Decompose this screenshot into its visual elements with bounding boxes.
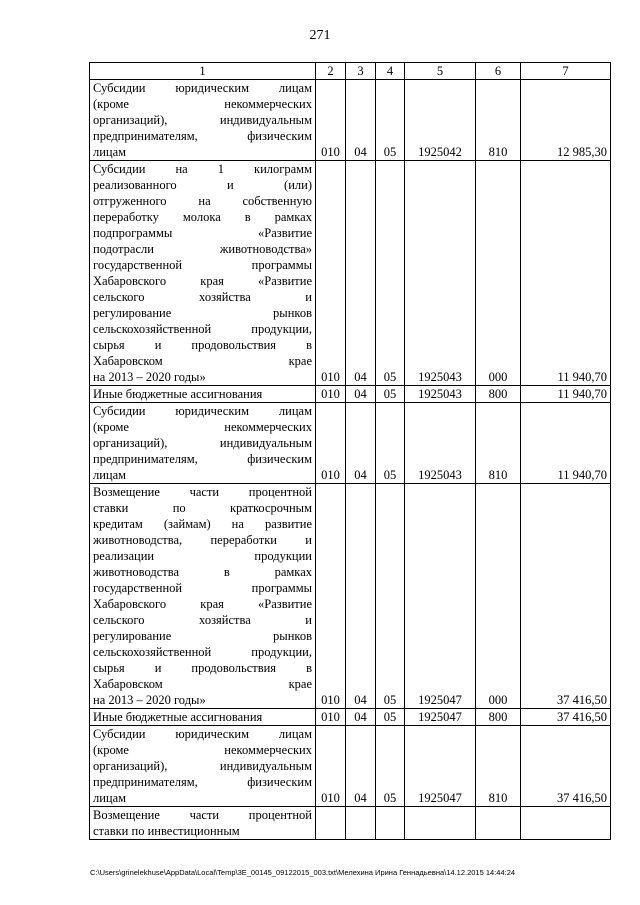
subsection-cell: 05 bbox=[376, 386, 405, 403]
description-line: организаций), индивидуальным bbox=[93, 759, 312, 773]
expense-type-cell: 810 bbox=[476, 80, 521, 161]
description-line: Субсидии юридическим лицам bbox=[93, 81, 312, 95]
subsection-cell: 05 bbox=[376, 709, 405, 726]
description-line: животноводства, переработки и bbox=[93, 533, 312, 547]
description-line: государственной программы bbox=[93, 581, 312, 595]
amount-cell: 37 416,50 bbox=[521, 709, 611, 726]
target-article-cell: 1925047 bbox=[405, 709, 476, 726]
description-line: предпринимателям, физическим bbox=[93, 452, 312, 466]
description-line: Возмещение части процентной bbox=[93, 808, 312, 822]
description-line: государственной программы bbox=[93, 258, 312, 272]
description-line: кредитам (займам) на развитие bbox=[93, 517, 312, 531]
target-article-cell: 1925042 bbox=[405, 80, 476, 161]
description-line: переработку молока в рамках bbox=[93, 210, 312, 224]
description-line: лицам bbox=[93, 791, 127, 805]
section-cell bbox=[346, 807, 376, 840]
ministry-code-cell: 010 bbox=[316, 709, 346, 726]
header-cell: 5 bbox=[405, 63, 476, 80]
amount-cell: 11 940,70 bbox=[521, 386, 611, 403]
subsection-cell: 05 bbox=[376, 80, 405, 161]
expense-type-cell: 810 bbox=[476, 403, 521, 484]
description-line: подотрасли животноводства» bbox=[93, 242, 312, 256]
description-line: Хабаровском крае bbox=[93, 354, 312, 368]
table-row bbox=[90, 403, 611, 484]
description-line: предпринимателям, физическим bbox=[93, 129, 312, 143]
description-line: отгруженного на собственную bbox=[93, 194, 312, 208]
subsection-cell: 05 bbox=[376, 726, 405, 807]
ministry-code-cell bbox=[316, 807, 346, 840]
description-line: Иные бюджетные ассигнования bbox=[93, 387, 263, 401]
table-row bbox=[90, 484, 611, 709]
description-line: организаций), индивидуальным bbox=[93, 113, 312, 127]
ministry-code-cell: 010 bbox=[316, 726, 346, 807]
subsection-cell bbox=[376, 807, 405, 840]
ministry-code-cell: 010 bbox=[316, 386, 346, 403]
header-cell: 4 bbox=[376, 63, 405, 80]
description-line: предпринимателям, физическим bbox=[93, 775, 312, 789]
target-article-cell bbox=[405, 807, 476, 840]
description-line: реализованного и (или) bbox=[93, 178, 312, 192]
section-cell: 04 bbox=[346, 161, 376, 386]
expense-type-cell: 800 bbox=[476, 386, 521, 403]
table-row bbox=[90, 726, 611, 807]
subsection-cell: 05 bbox=[376, 484, 405, 709]
description-line: регулирование рынков bbox=[93, 306, 312, 320]
section-cell: 04 bbox=[346, 403, 376, 484]
section-cell: 04 bbox=[346, 386, 376, 403]
description-line: животноводства в рамках bbox=[93, 565, 312, 579]
amount-cell bbox=[521, 807, 611, 840]
description-line: ставки по инвестиционным bbox=[93, 824, 240, 838]
section-cell: 04 bbox=[346, 80, 376, 161]
table-row bbox=[90, 80, 611, 161]
description-line: Субсидии на 1 килограмм bbox=[93, 162, 312, 176]
description-line: на 2013 – 2020 годы» bbox=[93, 370, 206, 384]
header-cell: 1 bbox=[90, 63, 316, 80]
table-row bbox=[90, 386, 611, 403]
description-line: Возмещение части процентной bbox=[93, 485, 312, 499]
section-cell: 04 bbox=[346, 726, 376, 807]
table-row bbox=[90, 807, 611, 840]
target-article-cell: 1925043 bbox=[405, 161, 476, 386]
description-line: Субсидии юридическим лицам bbox=[93, 404, 312, 418]
description-line: реализации продукции bbox=[93, 549, 312, 563]
description-line: ставки по краткосрочным bbox=[93, 501, 312, 515]
description-line: (кроме некоммерческих bbox=[93, 420, 312, 434]
row-description bbox=[90, 726, 316, 807]
description-line: сырья и продовольствия в bbox=[93, 661, 312, 675]
description-line: сельскохозяйственной продукции, bbox=[93, 645, 312, 659]
description-line: организаций), индивидуальным bbox=[93, 436, 312, 450]
header-cell: 7 bbox=[521, 63, 611, 80]
expense-type-cell: 810 bbox=[476, 726, 521, 807]
section-cell: 04 bbox=[346, 484, 376, 709]
description-line: лицам bbox=[93, 468, 127, 482]
expense-type-cell: 000 bbox=[476, 161, 521, 386]
expense-type-cell bbox=[476, 807, 521, 840]
row-description bbox=[90, 80, 316, 161]
row-description bbox=[90, 484, 316, 709]
amount-cell: 37 416,50 bbox=[521, 726, 611, 807]
description-line: (кроме некоммерческих bbox=[93, 743, 312, 757]
header-cell: 3 bbox=[346, 63, 376, 80]
description-line: регулирование рынков bbox=[93, 629, 312, 643]
ministry-code-cell: 010 bbox=[316, 403, 346, 484]
table-row bbox=[90, 161, 611, 386]
expense-type-cell: 000 bbox=[476, 484, 521, 709]
description-line: подпрограммы «Развитие bbox=[93, 226, 312, 240]
amount-cell: 11 940,70 bbox=[521, 161, 611, 386]
header-cell: 2 bbox=[316, 63, 346, 80]
target-article-cell: 1925043 bbox=[405, 386, 476, 403]
description-line: лицам bbox=[93, 145, 127, 159]
amount-cell: 37 416,50 bbox=[521, 484, 611, 709]
target-article-cell: 1925047 bbox=[405, 484, 476, 709]
row-description bbox=[90, 403, 316, 484]
table-row bbox=[90, 709, 611, 726]
target-article-cell: 1925047 bbox=[405, 726, 476, 807]
row-description bbox=[90, 386, 316, 403]
ministry-code-cell: 010 bbox=[316, 80, 346, 161]
description-line: Субсидии юридическим лицам bbox=[93, 727, 312, 741]
row-description bbox=[90, 161, 316, 386]
target-article-cell: 1925043 bbox=[405, 403, 476, 484]
description-line: Хабаровском крае bbox=[93, 677, 312, 691]
budget-table bbox=[89, 62, 611, 840]
header-cell: 6 bbox=[476, 63, 521, 80]
ministry-code-cell: 010 bbox=[316, 484, 346, 709]
description-line: Хабаровского края «Развитие bbox=[93, 274, 312, 288]
description-line: Хабаровского края «Развитие bbox=[93, 597, 312, 611]
footer-file-path: C:\Users\grinelekhuse\AppData\Local\Temp\3E_00145_09122015_003.txt\Мелехина Ирина Геннадьевна\14.12.2015 14:44:24 bbox=[90, 868, 516, 877]
section-cell: 04 bbox=[346, 709, 376, 726]
row-description bbox=[90, 709, 316, 726]
row-description bbox=[90, 807, 316, 840]
expense-type-cell: 800 bbox=[476, 709, 521, 726]
ministry-code-cell: 010 bbox=[316, 161, 346, 386]
description-line: Иные бюджетные ассигнования bbox=[93, 710, 263, 724]
page-number: 271 bbox=[309, 28, 331, 43]
amount-cell: 12 985,30 bbox=[521, 80, 611, 161]
amount-cell: 11 940,70 bbox=[521, 403, 611, 484]
table-header-row bbox=[90, 63, 611, 80]
subsection-cell: 05 bbox=[376, 161, 405, 386]
description-line: сельского хозяйства и bbox=[93, 290, 312, 304]
description-line: сырья и продовольствия в bbox=[93, 338, 312, 352]
subsection-cell: 05 bbox=[376, 403, 405, 484]
description-line: (кроме некоммерческих bbox=[93, 97, 312, 111]
description-line: на 2013 – 2020 годы» bbox=[93, 693, 206, 707]
description-line: сельского хозяйства и bbox=[93, 613, 312, 627]
description-line: сельскохозяйственной продукции, bbox=[93, 322, 312, 336]
